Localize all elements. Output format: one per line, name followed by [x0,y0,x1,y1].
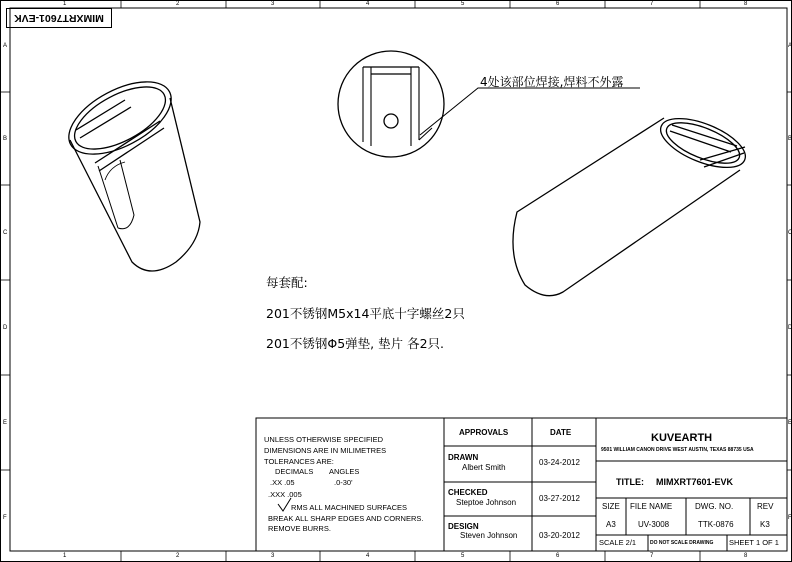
zone-col-2-bottom: 2 [176,553,180,559]
tube-right-view [513,109,752,296]
tolerance-line-2: DIMENSIONS ARE IN MILIMETRES [264,446,387,455]
drawn-date: 03-24-2012 [539,458,580,467]
angles-label: ANGLES [329,467,360,476]
date-header: DATE [550,428,572,437]
zone-row-c-right: C [788,230,792,236]
design-name: Steven Johnson [460,531,518,540]
tolerance-line-1: UNLESS OTHERWISE SPECIFIED [264,435,384,444]
notes-line-2: 201不锈钢Φ5弹垫, 垫片 各2只. [266,336,444,351]
corner-drawing-number-box [6,8,112,28]
approvals-header: APPROVALS [459,428,509,437]
drawing-title: MIMXRT7601-EVK [656,477,734,487]
sheet-number: SHEET 1 OF 1 [729,538,779,547]
drawn-name: Albert Smith [462,463,506,472]
checked-label: CHECKED [448,488,488,497]
zone-row-b-right: B [788,136,792,142]
inner-frame [10,8,787,551]
checked-name: Steptoe Johnson [456,498,517,507]
zone-col-3: 3 [271,1,275,7]
tube-left-view [57,67,200,271]
checkmark-icon [278,498,291,511]
title-label: TITLE: [616,477,644,487]
zone-col-2: 2 [176,1,180,7]
no-scale-note: DO NOT SCALE DRAWING [650,540,714,546]
detail-circle-view [338,51,444,157]
drawn-label: DRAWN [448,453,479,462]
zone-row-e-right: E [788,420,792,426]
callout-leader [420,88,640,135]
weld-callout: 4处该部位焊接,焊料不外露 [480,75,624,89]
zone-row-f-right: F [788,515,792,521]
zone-col-7: 7 [650,1,654,7]
dwg-no-value: TTK-0876 [698,520,734,529]
zone-col-6-bottom: 6 [556,553,560,559]
design-label: DESIGN [448,522,479,531]
zone-col-5: 5 [461,1,465,7]
decimals-label: DECIMALS [275,467,314,476]
size-label: SIZE [602,502,620,511]
file-name-value: UV-3008 [638,520,670,529]
dwg-no-label: DWG. NO. [695,502,734,511]
notes-line-1: 201不锈钢M5x14平底十字螺丝2只 [266,306,465,321]
file-name-label: FILE NAME [630,502,673,511]
zone-col-8-bottom: 8 [744,553,748,559]
checked-date: 03-27-2012 [539,494,580,503]
notes-heading: 每套配: [266,275,308,290]
rms-note: RMS ALL MACHINED SURFACES [291,503,407,512]
zone-row-a: A [3,43,8,49]
tolerance-line-3: TOLERANCES ARE: [264,457,334,466]
zone-col-4: 4 [366,1,370,7]
corner-drawing-number: MIMXRT7601-EVK [14,12,104,24]
zone-row-e: E [3,420,8,426]
break-edges-note: BREAK ALL SHARP EDGES AND CORNERS. [268,514,424,523]
zone-col-1-bottom: 1 [63,553,67,559]
rev-value: K3 [760,520,770,529]
design-date: 03-20-2012 [539,531,580,540]
tolerance-xxx: .XXX .005 [268,490,302,499]
zone-row-f: F [3,515,7,521]
remove-burrs-note: REMOVE BURRS. [268,524,331,533]
zone-row-b: B [3,136,8,142]
zone-col-1: 1 [63,1,67,7]
size-value: A3 [606,520,616,529]
zone-row-a-right: A [788,43,792,49]
zone-row-d: D [3,325,8,331]
company-name: KUVEARTH [651,432,713,444]
tolerance-angle: .0-30' [334,478,353,487]
company-address: 9501 WILLIAM CANON DRIVE WEST AUSTIN, TEXAS 88735 USA [601,447,754,453]
zone-row-c: C [3,230,8,236]
zone-col-8: 8 [744,1,748,7]
rev-label: REV [757,502,774,511]
zone-col-4-bottom: 4 [366,553,370,559]
zone-col-6: 6 [556,1,560,7]
zone-row-d-right: D [788,325,792,331]
tolerance-xx: .XX .05 [270,478,295,487]
zone-col-5-bottom: 5 [461,553,465,559]
zone-col-7-bottom: 7 [650,553,654,559]
zone-col-3-bottom: 3 [271,553,275,559]
scale-value: SCALE 2/1 [599,538,637,547]
